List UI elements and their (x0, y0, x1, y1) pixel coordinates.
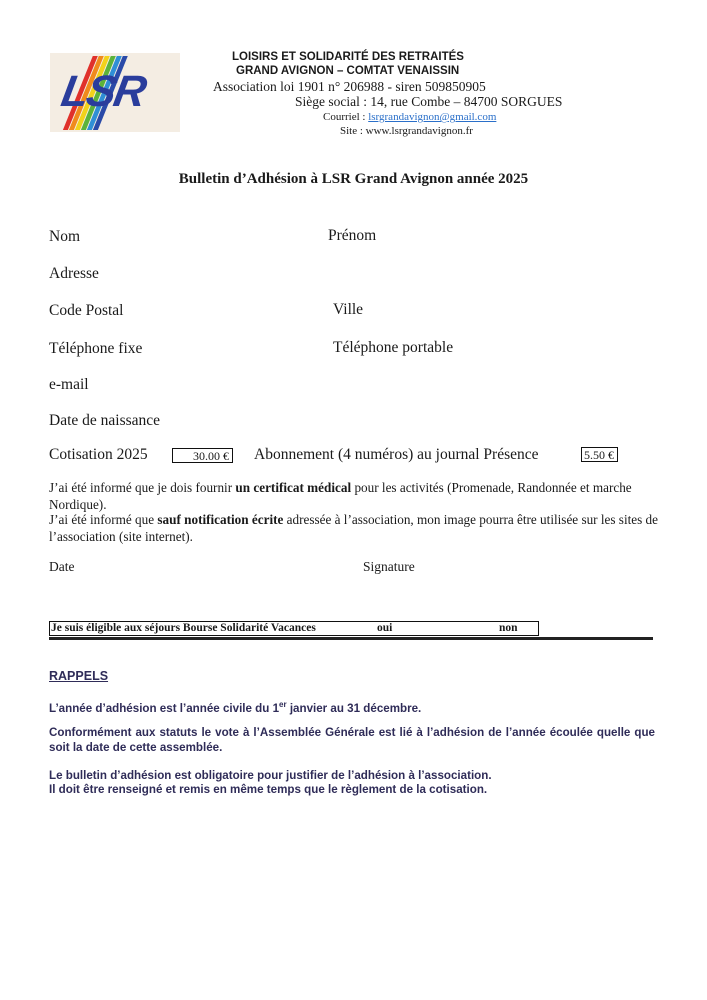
notification-emphasis: sauf notification écrite (157, 512, 284, 527)
rappel-bulletin-1: Le bulletin d’adhésion est obligatoire pour justifier de l’adhésion à l’association. (49, 769, 492, 782)
tel-portable-label: Téléphone portable (333, 339, 454, 356)
certificat-medical-emphasis: un certificat médical (235, 480, 352, 495)
eligibility-oui[interactable]: oui (377, 622, 393, 634)
rappel-annee-text: L’année d’adhésion est l’année civile du 1 (49, 701, 280, 715)
info-certificat-text: J’ai été informé que je dois fournir (49, 480, 236, 495)
eligibility-non[interactable]: non (499, 622, 518, 634)
org-region: GRAND AVIGNON – COMTAT VENAISSIN (236, 65, 460, 77)
adresse-label: Adresse (49, 265, 99, 282)
info-certificat-text-end: pour les activités (Promenade, Randonnée et marche Nordique). (49, 480, 632, 512)
eligibility-label: Je suis éligible aux séjours Bourse Solidarité Vacances (51, 622, 316, 634)
info-image-text-end: adressée à l’association, mon image pourra être utilisée sur les sites de l’association (site internet). (49, 512, 658, 544)
tel-fixe-label: Téléphone fixe (49, 340, 143, 357)
courriel-line (323, 111, 496, 123)
association-info: Association loi 1901 n° 206988 - siren 509850905 (213, 79, 486, 94)
page-title: Bulletin d’Adhésion à LSR Grand Avignon année 2025 (178, 171, 529, 187)
rappel-annee-text-end: janvier au 31 décembre. (286, 701, 422, 715)
siege-social: Siège social : 14, rue Combe – 84700 SORGUES (295, 94, 563, 109)
logo-text: LSR (57, 67, 149, 116)
cotisation-amount: 30.00 € (172, 448, 233, 463)
site-line: Site : www.lsrgrandavignon.fr (340, 125, 473, 137)
rappels-title: RAPPELS (49, 669, 109, 683)
prenom-label: Prénom (328, 227, 377, 244)
ville-label: Ville (333, 301, 364, 318)
abonnement-label: Abonnement (4 numéros) au journal Présence (254, 446, 539, 463)
code-postal-label: Code Postal (49, 302, 124, 319)
org-name: LOISIRS ET SOLIDARITÉ DES RETRAITÉS (232, 51, 464, 63)
cotisation-label: Cotisation 2025 (49, 446, 148, 463)
divider (49, 637, 653, 640)
eligibility-box (49, 621, 539, 636)
lsr-logo (50, 53, 180, 132)
info-image-text: J’ai été informé que (49, 512, 158, 527)
rappel-bulletin-2: Il doit être renseigné et remis en même temps que le règlement de la cotisation. (49, 783, 488, 796)
nom-label: Nom (49, 228, 80, 245)
info-certificat (49, 480, 661, 513)
courriel-link[interactable]: lsrgrandavignon@gmail.com (368, 111, 497, 123)
date-label: Date (49, 559, 75, 574)
courriel-label: Courriel : (323, 111, 366, 123)
signature-label: Signature (363, 559, 415, 574)
abonnement-amount: 5.50 € (581, 447, 618, 462)
email-label: e-mail (49, 376, 89, 393)
rappel-annee-sup: er (279, 700, 287, 709)
rappel-statuts: Conformément aux statuts le vote à l’Assemblée Générale est lié à l’adhésion de l’année écoulée quelle que soit la date de cette assemblée. (49, 726, 655, 754)
info-image (49, 512, 661, 545)
rappel-annee (49, 697, 421, 716)
date-naissance-label: Date de naissance (49, 412, 161, 429)
